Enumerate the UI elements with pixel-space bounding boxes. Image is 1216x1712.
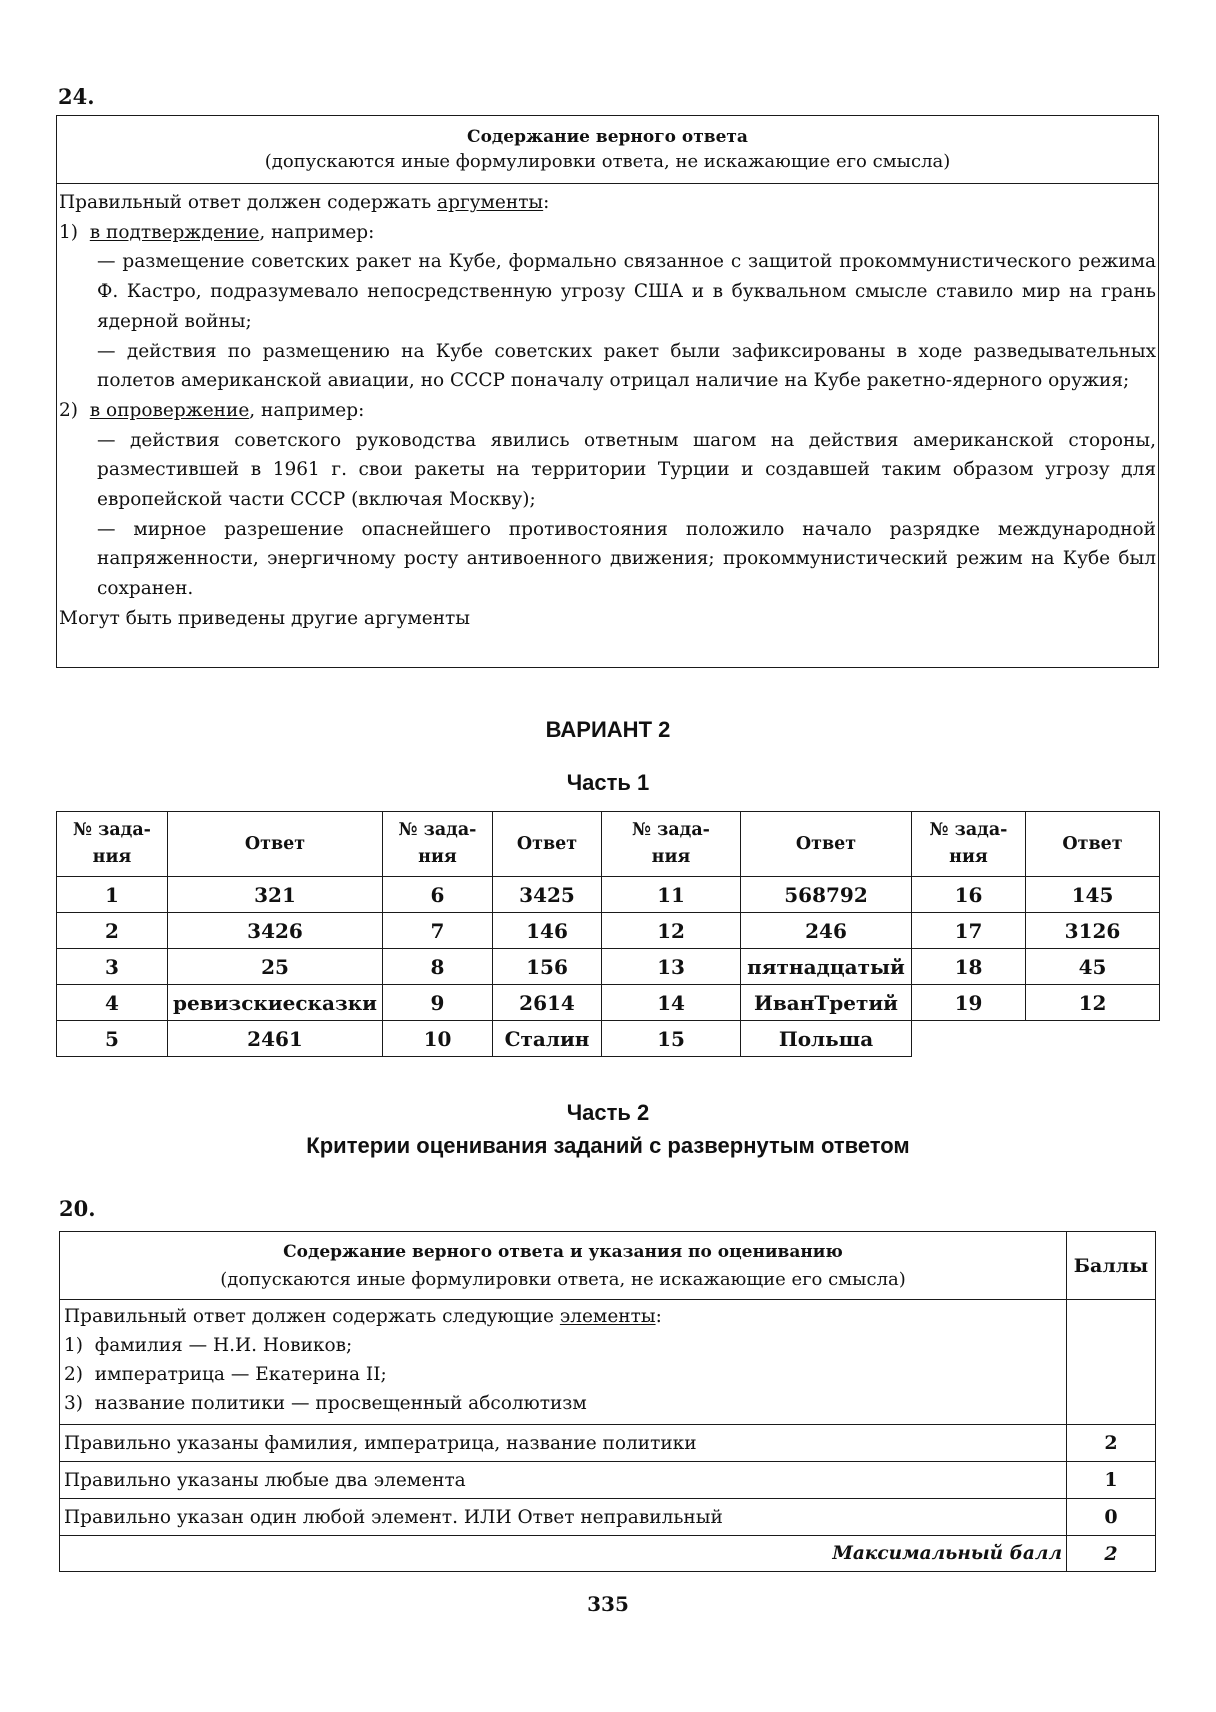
criteria-element: 1) фамилия — Н.И. Новиков; xyxy=(64,1335,353,1356)
task-24-intro: Правильный ответ должен содержать аргументы: xyxy=(59,192,550,213)
answer-cell: 2461 xyxy=(168,1021,383,1057)
answer-cell: Польша xyxy=(741,1021,912,1057)
task-number-cell: 10 xyxy=(383,1021,493,1057)
answer-cell: 146 xyxy=(493,913,602,949)
task-20-number: 20. xyxy=(59,1196,96,1221)
table-row xyxy=(57,949,1160,985)
task-24-point-2: 2) в опровержение, например: xyxy=(59,399,365,421)
task-number-cell: 2 xyxy=(57,913,168,949)
task-number-cell: 17 xyxy=(912,913,1026,949)
task-number-cell: 4 xyxy=(57,985,168,1021)
score-column-header: Баллы xyxy=(1067,1232,1156,1300)
task-number-cell: 15 xyxy=(602,1021,741,1057)
task-24-number: 24. xyxy=(58,84,95,109)
task-number-cell: 9 xyxy=(383,985,493,1021)
table-row xyxy=(57,1021,1160,1057)
answer-cell: 156 xyxy=(493,949,602,985)
task-24-point-2-item: — мирное разрешение опаснейшего противостояния положило начало разрядке международной напряженности, энергичному росту антивоенного движения; прокоммунистический режим на Кубе был сохранен. xyxy=(97,518,1156,600)
criterion-text: Правильно указан один любой элемент. ИЛИ Ответ неправильный xyxy=(60,1499,1067,1536)
task-number-cell: 16 xyxy=(912,877,1026,913)
max-score-label: Максимальный балл xyxy=(60,1536,1067,1572)
answers-table xyxy=(56,811,1160,1057)
criteria-header-row xyxy=(60,1232,1156,1300)
criteria-element: 2) императрица — Екатерина II; xyxy=(64,1364,387,1385)
answer-cell: ИванТретий xyxy=(741,985,912,1021)
column-header-answer: Ответ xyxy=(168,812,383,877)
criteria-header-title: Содержание верного ответа и указания по оцениванию xyxy=(283,1241,843,1262)
criteria-header xyxy=(60,1232,1067,1300)
answer-cell: пятнадцатый xyxy=(741,949,912,985)
criterion-score: 1 xyxy=(1067,1462,1156,1499)
task-24-point-2-item: — действия советского руководства явились ответным шагом на действия американской стороны, разместившей в 1961 г. свои ракеты на территории Турции и создавшей таким образом угрозу для европейской части СССР (включая Москву); xyxy=(97,429,1156,511)
variant-title: ВАРИАНТ 2 xyxy=(545,717,671,742)
answer-cell: 2614 xyxy=(493,985,602,1021)
answer-cell: 45 xyxy=(1026,949,1160,985)
answer-cell: 12 xyxy=(1026,985,1160,1021)
answer-cell: Сталин xyxy=(493,1021,602,1057)
criterion-text: Правильно указаны фамилия, императрица, название политики xyxy=(60,1425,1067,1462)
column-header-task-number: № зада- ния xyxy=(57,812,168,877)
column-header-task-number: № зада- ния xyxy=(912,812,1026,877)
task-number-cell: 12 xyxy=(602,913,741,949)
task-24-closing: Могут быть приведены другие аргументы xyxy=(59,607,471,629)
answers-table-header-row xyxy=(57,812,1160,877)
task-24-point-1-item: — размещение советских ракет на Кубе, формально связанное с защитой прокоммунистического режима Ф. Кастро, подразумевало непосредственную угрозу США и в буквальном смысле ставило мир на грань ядерной войны; xyxy=(97,251,1156,332)
task-24-header-note: (допускаются иные формулировки ответа, не искажающие его смысла) xyxy=(264,151,951,172)
part-1-title: Часть 1 xyxy=(566,770,650,795)
task-number-cell: 7 xyxy=(383,913,493,949)
criteria-element: 3) название политики — просвещенный абсолютизм xyxy=(64,1393,587,1414)
part-2-subtitle: Критерии оценивания заданий с развернутым ответом xyxy=(306,1133,910,1158)
answer-cell: ревизскиесказки xyxy=(168,985,383,1021)
answer-cell: 3426 xyxy=(168,913,383,949)
task-24-point-1-item: — действия по размещению на Кубе советских ракет были зафиксированы в ходе разведывательных полетов американской авиации, но СССР поначалу отрицал наличие на Кубе ракетно-ядерного оружия; xyxy=(97,340,1156,392)
task-number-cell: 3 xyxy=(57,949,168,985)
table-row xyxy=(57,877,1160,913)
column-header-answer: Ответ xyxy=(741,812,912,877)
task-number-cell: 11 xyxy=(602,877,741,913)
answer-cell: 25 xyxy=(168,949,383,985)
max-score-row xyxy=(60,1536,1156,1572)
answer-cell: 321 xyxy=(168,877,383,913)
task-24-body xyxy=(57,184,1158,634)
page-number: 335 xyxy=(587,1592,629,1616)
criteria-elements-row xyxy=(60,1300,1156,1425)
answer-cell: 3126 xyxy=(1026,913,1160,949)
criteria-elements xyxy=(60,1300,1067,1425)
criteria-intro: Правильный ответ должен содержать следующие элементы: xyxy=(64,1306,662,1327)
answer-cell: 246 xyxy=(741,913,912,949)
task-number-cell: 13 xyxy=(602,949,741,985)
empty-score-cell xyxy=(1067,1300,1156,1425)
task-number-cell: 14 xyxy=(602,985,741,1021)
task-number-cell: 6 xyxy=(383,877,493,913)
column-header-task-number: № зада- ния xyxy=(602,812,741,877)
part-2-title: Часть 2 xyxy=(566,1100,650,1125)
task-number-cell: 5 xyxy=(57,1021,168,1057)
table-row xyxy=(60,1425,1156,1462)
task-24-answer-box xyxy=(56,115,1159,668)
empty-cell xyxy=(912,1021,1026,1057)
task-24-header xyxy=(57,116,1158,184)
task-24-header-title: Содержание верного ответа xyxy=(467,127,748,147)
task-number-cell: 1 xyxy=(57,877,168,913)
max-score-value: 2 xyxy=(1067,1536,1156,1572)
column-header-task-number: № зада- ния xyxy=(383,812,493,877)
task-number-cell: 19 xyxy=(912,985,1026,1021)
task-number-cell: 8 xyxy=(383,949,493,985)
column-header-answer: Ответ xyxy=(1026,812,1160,877)
answer-cell: 145 xyxy=(1026,877,1160,913)
column-header-answer: Ответ xyxy=(493,812,602,877)
task-number-cell: 18 xyxy=(912,949,1026,985)
empty-cell xyxy=(1026,1021,1160,1057)
criterion-score: 0 xyxy=(1067,1499,1156,1536)
table-row xyxy=(57,913,1160,949)
table-row xyxy=(57,985,1160,1021)
answer-cell: 3425 xyxy=(493,877,602,913)
task-20-criteria-table xyxy=(59,1231,1156,1572)
answer-cell: 568792 xyxy=(741,877,912,913)
task-24-point-1: 1) в подтверждение, например: xyxy=(59,221,375,243)
table-row xyxy=(60,1462,1156,1499)
criteria-header-note: (допускаются иные формулировки ответа, не искажающие его смысла) xyxy=(220,1268,906,1290)
criterion-text: Правильно указаны любые два элемента xyxy=(60,1462,1067,1499)
criterion-score: 2 xyxy=(1067,1425,1156,1462)
table-row xyxy=(60,1499,1156,1536)
